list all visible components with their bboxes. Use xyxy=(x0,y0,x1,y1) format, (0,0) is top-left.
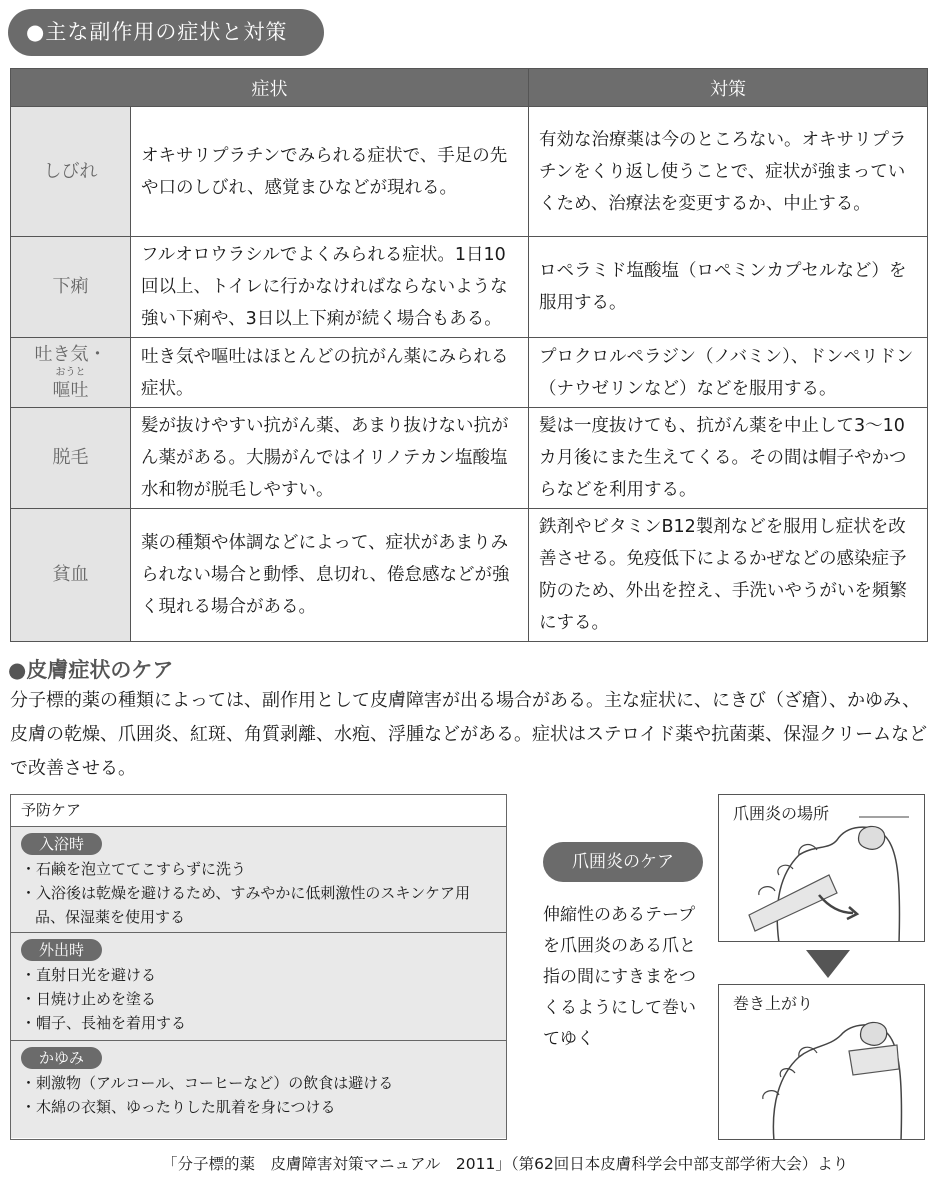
row-measure: ロペラミド塩酸塩（ロペミンカプセルなど）を服用する。 xyxy=(529,237,928,338)
table-row xyxy=(11,338,928,408)
section-title-skin-care: ●皮膚症状のケア xyxy=(8,658,174,682)
row-measure: 鉄剤やビタミンB12製剤などを服用し症状を改善させる。免疫低下によるかぜなどの感染症予防のため、外出を控え、手洗いやうがいを頻繁にする。 xyxy=(529,509,928,642)
illustration-nail-location xyxy=(718,794,925,942)
tag-bath: 入浴時 xyxy=(21,833,102,855)
row-symptom: オキサリプラチンでみられる症状で、手足の先や口のしびれ、感覚まひなどが現れる。 xyxy=(131,107,529,237)
list-item: ・石鹸を泡立ててこすらずに洗う xyxy=(21,860,247,878)
row-name: 貧血 xyxy=(11,509,131,642)
row-symptom: フルオロウラシルでよくみられる症状。1日10回以上、トイレに行かなければならないような強い下痢や、3日以上下痢が続く場合もある。 xyxy=(131,237,529,338)
list-item: ・入浴後は乾燥を避けるため、すみやかに低刺激性のスキンケア用品、保湿薬を使用する xyxy=(21,884,470,926)
row-measure: 髪は一度抜けても、抗がん薬を中止して3～10カ月後にまた生えてくる。その間は帽子やかつらなどを利用する。 xyxy=(529,408,928,509)
illustration-wrapped xyxy=(718,984,925,1140)
caption-wrapped: 巻き上がり xyxy=(733,991,813,1014)
row-name: 下痢 xyxy=(11,237,131,338)
row-symptom: 薬の種類や体調などによって、症状があまりみられない場合と動悸、息切れ、倦怠感などが強く現れる場合がある。 xyxy=(131,509,529,642)
row-name: 脱毛 xyxy=(11,408,131,509)
row-name-line1: 吐き気・ xyxy=(34,343,107,365)
prevention-section-outdoor xyxy=(11,933,506,1041)
nail-care-pill: 爪囲炎のケア xyxy=(543,842,703,882)
prevention-care-title: 予防ケア xyxy=(11,795,506,827)
row-name-line2: 嘔吐 xyxy=(52,379,89,401)
nail-care-text: 伸縮性のあるテープを爪囲炎のある爪と指の間にすきまをつくるようにして巻いてゆく xyxy=(543,905,696,1049)
row-name: しびれ xyxy=(11,107,131,237)
caption-nail-location: 爪囲炎の場所 xyxy=(733,801,829,824)
down-arrow-icon xyxy=(806,950,850,978)
table-row xyxy=(11,408,928,509)
row-symptom: 髪が抜けやすい抗がん薬、あまり抜けない抗がん薬がある。大腸がんではイリノテカン塩酸塩水和物が脱毛しやすい。 xyxy=(131,408,529,509)
list-item: ・帽子、長袖を着用する xyxy=(21,1014,187,1032)
list-item: ・直射日光を避ける xyxy=(21,966,157,984)
header-symptom: 症状 xyxy=(11,69,529,107)
row-measure: 有効な治療薬は今のところない。オキサリプラチンをくり返し使うことで、症状が強まっていくため、治療法を変更するか、中止する。 xyxy=(529,107,928,237)
section-title-side-effects: ●主な副作用の症状と対策 xyxy=(8,9,324,56)
prevention-section-bath xyxy=(11,827,506,933)
side-effects-table xyxy=(10,68,928,642)
list-item: ・木綿の衣類、ゆったりした肌着を身につける xyxy=(21,1098,336,1116)
header-measure: 対策 xyxy=(529,69,928,107)
skin-care-intro: 分子標的薬の種類によっては、副作用として皮膚障害が出る場合がある。主な症状に、にきび（ざ瘡）、かゆみ、皮膚の乾燥、爪囲炎、紅斑、角質剥離、水疱、浮腫などがある。症状はステロイド薬や抗菌薬、保湿クリームなどで改善させる。 xyxy=(10,690,928,779)
table-row xyxy=(11,107,928,237)
row-name xyxy=(11,338,131,408)
row-symptom: 吐き気や嘔吐はほとんどの抗がん薬にみられる症状。 xyxy=(131,338,529,408)
row-measure: プロクロルペラジン（ノバミン）、ドンペリドン（ナウゼリンなど）などを服用する。 xyxy=(529,338,928,408)
table-row xyxy=(11,509,928,642)
prevention-section-itch xyxy=(11,1041,506,1138)
table-row xyxy=(11,237,928,338)
prevention-care-box xyxy=(10,794,507,1140)
tag-itch: かゆみ xyxy=(21,1047,102,1069)
list-item: ・刺激物（アルコール、コーヒーなど）の飲食は避ける xyxy=(21,1074,394,1092)
source-citation: 「分子標的薬 皮膚障害対策マニュアル 2011」（第62回日本皮膚科学会中部支部学術大会）より xyxy=(162,1155,849,1173)
row-name-ruby: おうと xyxy=(55,366,86,378)
tag-outdoor: 外出時 xyxy=(21,939,102,961)
table-header-row xyxy=(11,69,928,107)
list-item: ・日焼け止めを塗る xyxy=(21,990,157,1008)
